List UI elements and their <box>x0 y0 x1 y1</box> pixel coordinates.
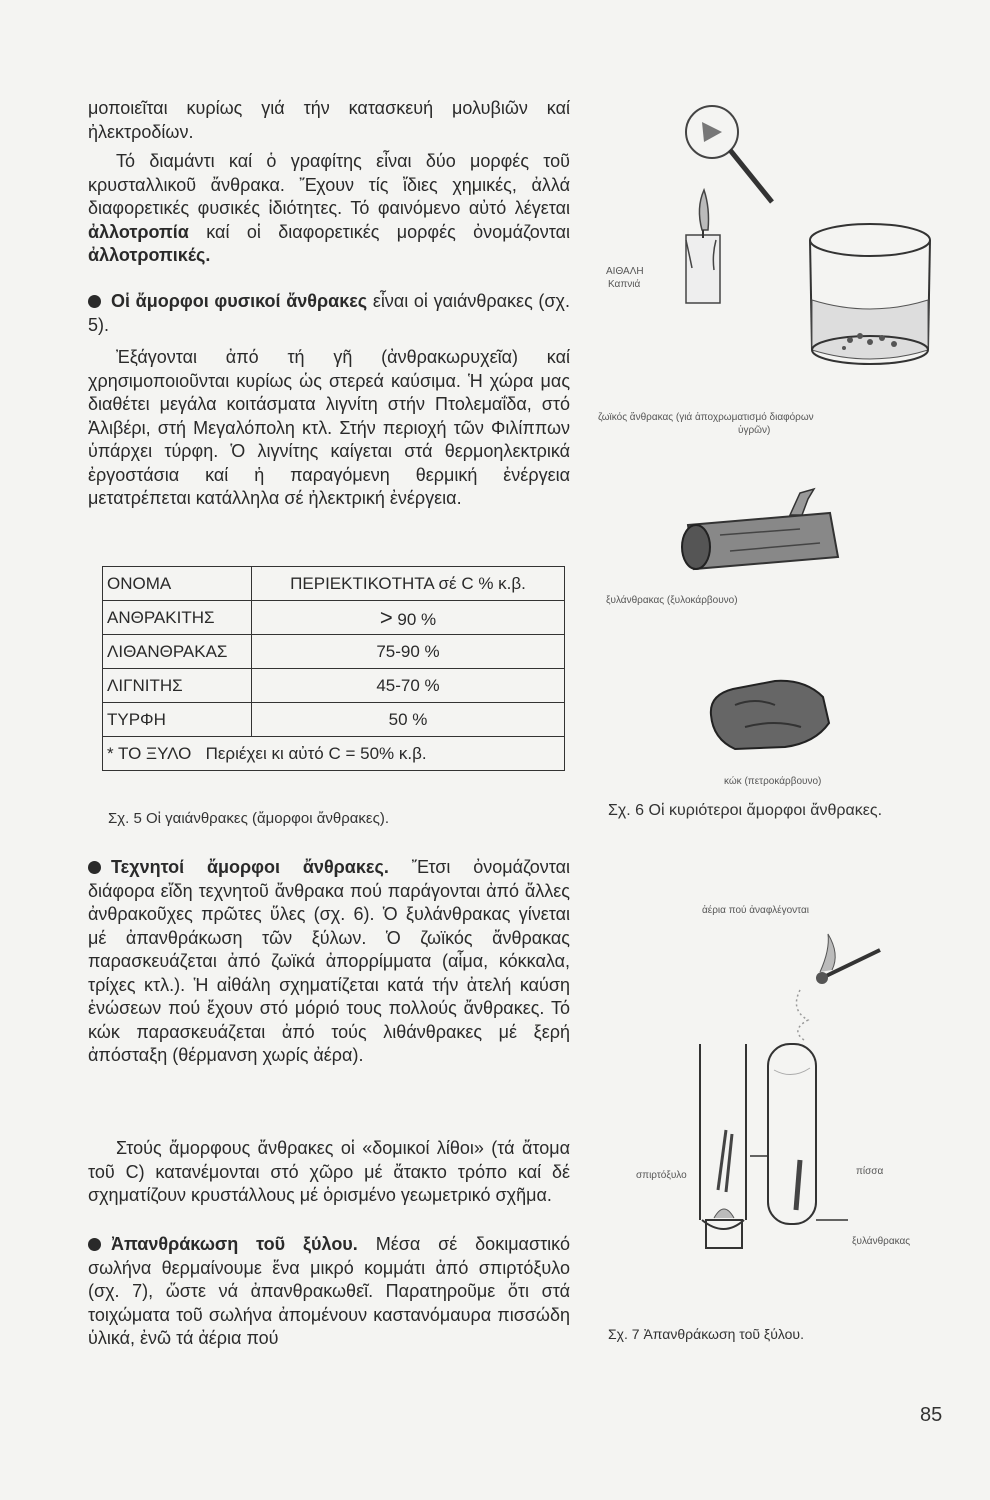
table-header: ΠΕΡΙΕΚΤΙΚΟΤΗΤΑ σέ C % κ.β. <box>252 567 565 601</box>
paragraph-carbonization <box>88 1233 570 1351</box>
table-cell: ΛΙΓΝΙΤΗΣ <box>103 669 252 703</box>
table-cell: 75-90 % <box>252 635 565 669</box>
label-animal-carbon-cont: ὑγρῶν) <box>738 425 771 436</box>
paragraph-amorphous <box>88 1137 570 1208</box>
magnifier-icon <box>686 106 772 202</box>
table-cell: 50 % <box>252 703 565 737</box>
table-cell: ΤΥΡΦΗ <box>103 703 252 737</box>
section-heading: Τεχνητοί ἄμορφοι ἄνθρακες. <box>111 857 389 877</box>
table-cell: > 90 % <box>252 601 565 635</box>
label-charcoal-tube: ξυλάνθρακας <box>852 1236 911 1247</box>
label-tar: πίσσα <box>856 1166 884 1177</box>
table-header: ΟΝΟΜΑ <box>103 567 252 601</box>
label-coke: κώκ (πετροκάρβουνο) <box>724 776 822 787</box>
table-row <box>103 601 565 635</box>
paragraph-text: μοποιεῖται κυρίως γιά τήν κατασκευή μολυβιῶν καί ἠλεκτροδίων. <box>88 98 570 142</box>
bullet-icon <box>88 861 101 874</box>
section-heading: Ἀπανθράκωση τοῦ ξύλου. <box>111 1234 358 1254</box>
coke-illustration <box>705 675 835 755</box>
caption-fig5: Σχ. 5 Οἱ γαιάνθρακες (ἄμορφοι ἄνθρακες). <box>108 810 390 827</box>
test-tube-left-icon <box>700 1044 746 1229</box>
label-charcoal: ξυλάνθρακας (ξυλοκάρβουνο) <box>606 595 738 606</box>
label-matchstick: σπιρτόξυλο <box>636 1170 687 1181</box>
jar-icon <box>810 224 930 364</box>
paragraph-text: Ἐξάγονται ἀπό τή γῆ (ἀνθρακωρυχεῖα) καί χρησιμοποιοῦνται κυρίως ὡς στερεά καύσιμα. Ἡ χώρα μας διαθέτει μεγάλα κοιτάσματα λιγνίτη στήν Πτολεμαΐδα, στό Ἀλιβέρι, στή Μεγαλόπολη κτλ. Στήν περιοχή τῶν Φιλίππων ὑπάρχει τύρφη. Ὁ λιγνίτης καίγεται στά θερμοηλεκτρικά ἐργοστάσια καί ἡ παραγόμενη θερμική ἐνέργεια μετατρέπεται κατάλληλα σέ ἠλεκτρική ἐνέργεια. <box>88 347 570 508</box>
bullet-icon <box>88 1238 101 1251</box>
caption-fig6: Σχ. 6 Οἱ κυριότεροι ἄμορφοι ἄνθρακες. <box>608 802 883 819</box>
paragraph-text: καί οἱ διαφορετικές μορφές ὀνομάζονται <box>206 221 570 242</box>
paragraph-artificial-carbons <box>88 856 570 1068</box>
bullet-icon <box>88 295 101 308</box>
candle-jar-illustration <box>660 100 940 380</box>
paragraph-text: Ἔτσι ὀνομάζονται διάφορα εἴδη τεχνητοῦ ἄνθρακα πού παράγονται ἀπό ἄλλες ἀνθρακοῦχες πρῶτες ὕλες (σχ. 6). Ὁ ξυλάνθρακας γίνεται μέ ἀπανθράκωση τῶν ξύλων. Ὁ ζωϊκός ἄνθρακας παρασκευάζεται ἀπό ζωϊκά ἀπορρίμματα (αἷμα, κόκκαλα, τρίχες κτλ.). Ἡ αἰθάλη σχηματίζεται κατά τήν ἀτελή καύση ἑνώσεων πού ἔχουν στό μόριό τους πολλούς ἄνθρακες. Τό κώκ παρασκευάζεται ἀπό τούς λιθάνθρακες μέ ξερή ἀπόσταξη (θέρμανση χωρίς ἀέρα). <box>88 857 570 1065</box>
table-row <box>103 635 565 669</box>
candle-icon <box>686 190 720 303</box>
table-row <box>103 703 565 737</box>
table-footnote-row <box>103 737 565 771</box>
label-animal-carbon: ζωϊκός ἄνθρακας (γιά ἀποχρωματισμό διαφόρων <box>598 412 814 423</box>
paragraph-allotropy <box>88 150 570 268</box>
paragraph-intro <box>88 97 570 144</box>
table-row <box>103 669 565 703</box>
table-header-row <box>103 567 565 601</box>
match-icon <box>816 934 880 984</box>
test-tube-right-icon <box>768 1044 816 1224</box>
coal-table <box>102 566 565 771</box>
paragraph-natural-carbons <box>88 290 570 337</box>
term-allotropy: ἀλλοτροπία <box>88 221 189 242</box>
table-cell: ΑΝΘΡΑΚΙΤΗΣ <box>103 601 252 635</box>
label-soot-common: Καπνιά <box>608 279 641 290</box>
label-gases: ἀέρια πού ἀναφλέγονται <box>702 905 809 916</box>
table-cell: ΛΙΘΑΝΘΡΑΚΑΣ <box>103 635 252 669</box>
table-cell: 45-70 % <box>252 669 565 703</box>
carbonization-apparatus <box>680 920 950 1250</box>
paragraph-text: Τό διαμάντι καί ὁ γραφίτης εἶναι δύο μορφές τοῦ κρυσταλλικοῦ ἄνθρακα. Ἔχουν τίς ἴδιες χημικές, ἀλλά διαφορετικές φυσικές ἰδιότητες. Τό φαινόμενο αὐτό λέγεται <box>88 151 570 218</box>
charcoal-log-illustration <box>680 485 870 575</box>
term-allotropic: ἀλλοτροπικές. <box>88 245 211 265</box>
paragraph-text: εἶναι οἱ γαιάνθρακες (σχ. 5). <box>88 291 570 335</box>
paragraph-mining <box>88 346 570 511</box>
paragraph-text: Μέσα σέ δοκιμαστικό σωλήνα θερμαίνουμε ἕνα μικρό κομμάτι ἀπό σπιρτόξυλο (σχ. 7), ὥστε νά ἀπανθρακωθεῖ. Παρατηροῦμε ὅτι στά τοιχώματα τοῦ σωλήνα ἀπομένουν καστανόμαυρα πισσώδη ὑλικά, ἐνῶ τά ἀέρια πού <box>88 1234 570 1348</box>
page-number: 85 <box>920 1404 943 1426</box>
section-heading: Οἱ ἄμορφοι φυσικοί ἄνθρακες <box>111 291 368 311</box>
caption-fig7: Σχ. 7 Ἀπανθράκωση τοῦ ξύλου. <box>608 1326 804 1342</box>
paragraph-text: Στούς ἄμορφους ἄνθρακες οἱ «δομικοί λίθοι» (τά ἄτομα τοῦ C) κατανέμονται στό χῶρο μέ ἄτακτο τρόπο καί δέ σχηματίζουν κρυστάλλους μέ ὁρισμένο γεωμετρικό σχῆμα. <box>88 1138 570 1205</box>
greater-than-icon: > <box>379 604 393 630</box>
label-soot: ΑΙΘΑΛΗ <box>606 266 644 277</box>
table-footnote: * ΤΟ ΞΥΛΟ Περιέχει κι αὐτό C = 50% κ.β. <box>103 737 565 771</box>
